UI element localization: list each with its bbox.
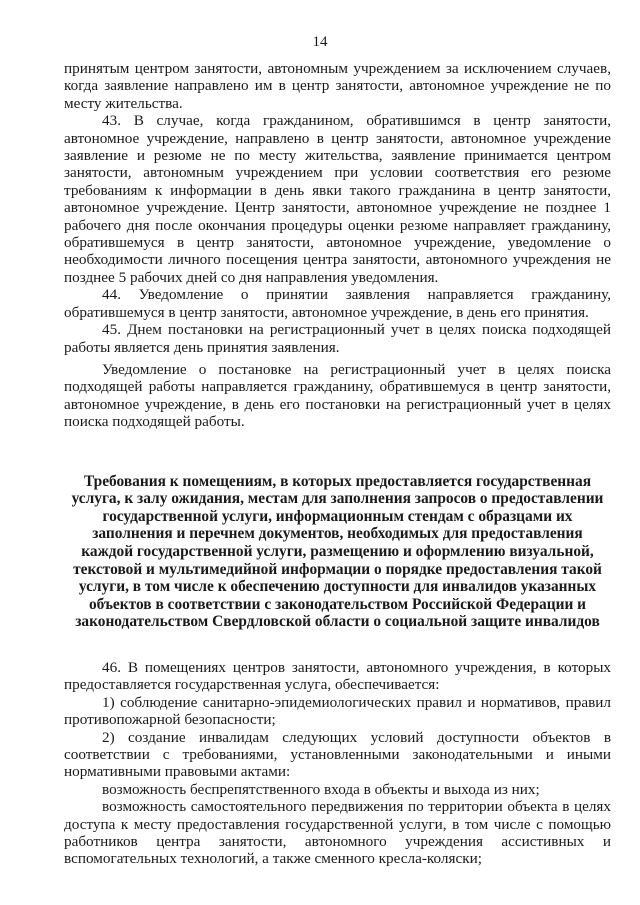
paragraph-45: 45. Днем постановки на регистрационный учет в целях поиска подходящей работы является день принятия заявления.: [64, 321, 611, 356]
document-body: [64, 60, 611, 868]
paragraph-46: 46. В помещениях центров занятости, автономного учреждения, в которых предоставляется государственная услуга, обеспечивается:: [64, 658, 611, 694]
paragraph-continuation: принятым центром занятости, автономным учреждением за исключением случаев, когда заявление направлено им в центр занятости, автономное учреждение не по месту жительства.: [64, 60, 611, 112]
page-number: 14: [312, 34, 328, 50]
section-heading: Требования к помещениям, в которых предоставляется государственная услуга, к залу ожидания, местам для заполнения запросов о предоставлении государственной услуги, информационным стендам с образцами их заполнения и перечнем документов, необходимых для предоставления каждой государственной услуги, размещению и оформлению визуальной, текстовой и мультимедийной информации о порядке предоставления такой услуги, в том числе к обеспечению доступности для инвалидов указанных объектов в соответствии с законодательством Российской Федерации и законодательством Свердловской области о социальной защите инвалидов: [71, 472, 604, 631]
list-item-2: 2) создание инвалидам следующих условий доступности объектов в соответствии с требованиями, установленными законодательными и иными нормативными правовыми актами:: [64, 728, 611, 781]
list-subitem-movement: возможность самостоятельного передвижения по территории объекта в целях доступа к месту предоставления государственной услуги, в том числе с помощью работников центра занятости, автономного учреждения ассистивных и вспомогательных технологий, а также сменного кресла-коляски;: [64, 798, 611, 868]
list-item-1: 1) соблюдение санитарно-эпидемиологических правил и нормативов, правил противопожарной безопасности;: [64, 693, 611, 729]
paragraph-44: 44. Уведомление о принятии заявления направляется гражданину, обратившемуся в центр занятости, автономное учреждение, в день его принятия.: [64, 286, 611, 321]
list-subitem-entrance: возможность беспрепятственного входа в объекты и выхода из них;: [102, 780, 540, 798]
paragraph-notification: Уведомление о постановке на регистрационный учет в целях поиска подходящей работы направляется гражданину, обратившемуся в центр занятости, автономное учреждение, в день его постановки на регистрационный учет в целях поиска подходящей работы.: [64, 360, 611, 431]
paragraph-43: 43. В случае, когда гражданином, обратившимся в центр занятости, автономное учреждение, направлено в центр занятости, автономное учреждение заявление и резюме не по месту жительства, заявление принимается центром занятости, автономным учреждением при условии соответствия его резюме требованиям к информации в день явки такого гражданина в центр занятости, автономное учреждение. Центр занятости, автономное учреждение не позднее 1 рабочего дня после окончания процедуры оценки резюме направляет гражданину, обратившемуся в центр занятости, автономное учреждение, уведомление о необходимости личного посещения центра занятости, автономного учреждения не позднее 5 рабочих дней со дня направления уведомления.: [64, 112, 611, 286]
